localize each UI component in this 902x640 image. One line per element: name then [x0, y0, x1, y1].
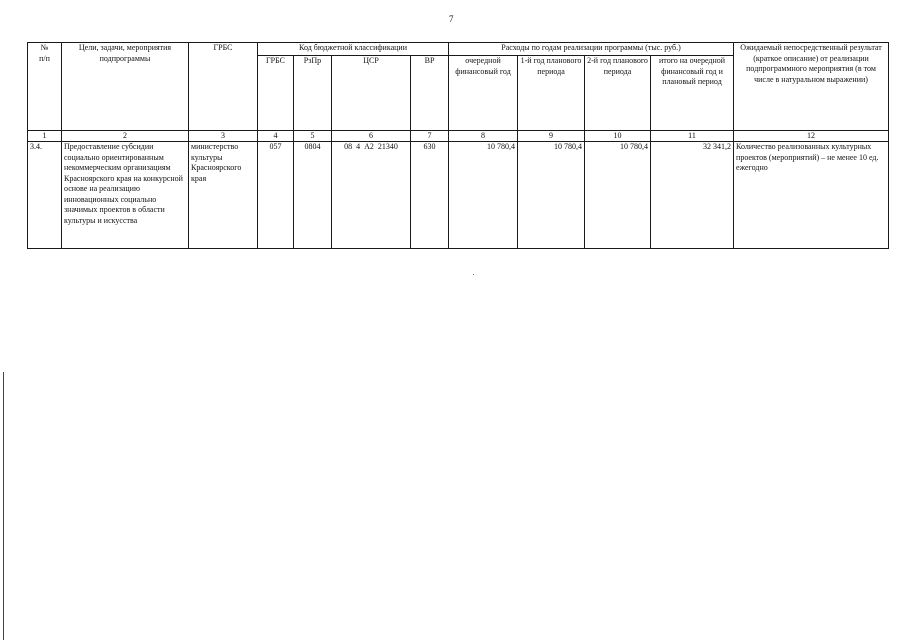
- row-exp-total: 32 341,2: [651, 142, 734, 249]
- header-code-grbs: ГРБС: [258, 56, 294, 131]
- header-expected-result: Ожидаемый непосредственный результат (краткое описание) от реализации подпрограммного мероприятия (в том числе в натуральном выражении): [734, 43, 889, 131]
- row-exp-year2: 10 780,4: [585, 142, 651, 249]
- header-code-vr: ВР: [411, 56, 449, 131]
- column-number: 5: [294, 131, 332, 142]
- row-exp-current: 10 780,4: [449, 142, 518, 249]
- row-code-vr: 630: [411, 142, 449, 249]
- row-code-grbs: 057: [258, 142, 294, 249]
- page-number: 7: [449, 14, 454, 24]
- header-exp-year2: 2-й год планового периода: [585, 56, 651, 131]
- column-number: 11: [651, 131, 734, 142]
- column-number: 4: [258, 131, 294, 142]
- column-number: 9: [518, 131, 585, 142]
- column-number: 7: [411, 131, 449, 142]
- header-budget-code: Код бюджетной классификации: [258, 43, 449, 56]
- header-expenses: Расходы по годам реализации программы (тыс. руб.): [449, 43, 734, 56]
- row-num: 3.4.: [28, 142, 62, 249]
- budget-table: [27, 42, 889, 249]
- row-exp-year1: 10 780,4: [518, 142, 585, 249]
- row-code-rzpr: 0804: [294, 142, 332, 249]
- scan-artifact-line: [3, 372, 4, 640]
- column-number: 10: [585, 131, 651, 142]
- header-num: № п/п: [28, 43, 62, 131]
- header-exp-total: итого на очередной финансовый год и плановый период: [651, 56, 734, 131]
- column-number-row: [28, 131, 889, 142]
- header-exp-current: очередной финансовый год: [449, 56, 518, 131]
- row-code-csr: 08 4 А2 21340: [332, 142, 411, 249]
- header-grbs: ГРБС: [189, 43, 258, 131]
- row-grbs: министерство культуры Красноярского края: [189, 142, 258, 249]
- table-row: [28, 142, 889, 249]
- column-number: 6: [332, 131, 411, 142]
- column-number: 8: [449, 131, 518, 142]
- scan-artifact-dot: [473, 274, 474, 275]
- column-number: 2: [62, 131, 189, 142]
- header-row-top: [28, 43, 889, 56]
- header-goals: Цели, задачи, мероприятия подпрограммы: [62, 43, 189, 131]
- row-expected-result: Количество реализованных культурных проектов (мероприятий) – не менее 10 ед. ежегодно: [734, 142, 889, 249]
- header-code-csr: ЦСР: [332, 56, 411, 131]
- header-exp-year1: 1-й год планового периода: [518, 56, 585, 131]
- column-number: 12: [734, 131, 889, 142]
- row-goal: Предоставление субсидии социально ориентированным некоммерческим организациям Красноярского края на конкурсной основе на реализацию инновационных социально значимых проектов в области культуры и искусства: [62, 142, 189, 249]
- column-number: 3: [189, 131, 258, 142]
- column-number: 1: [28, 131, 62, 142]
- header-code-rzpr: РзПр: [294, 56, 332, 131]
